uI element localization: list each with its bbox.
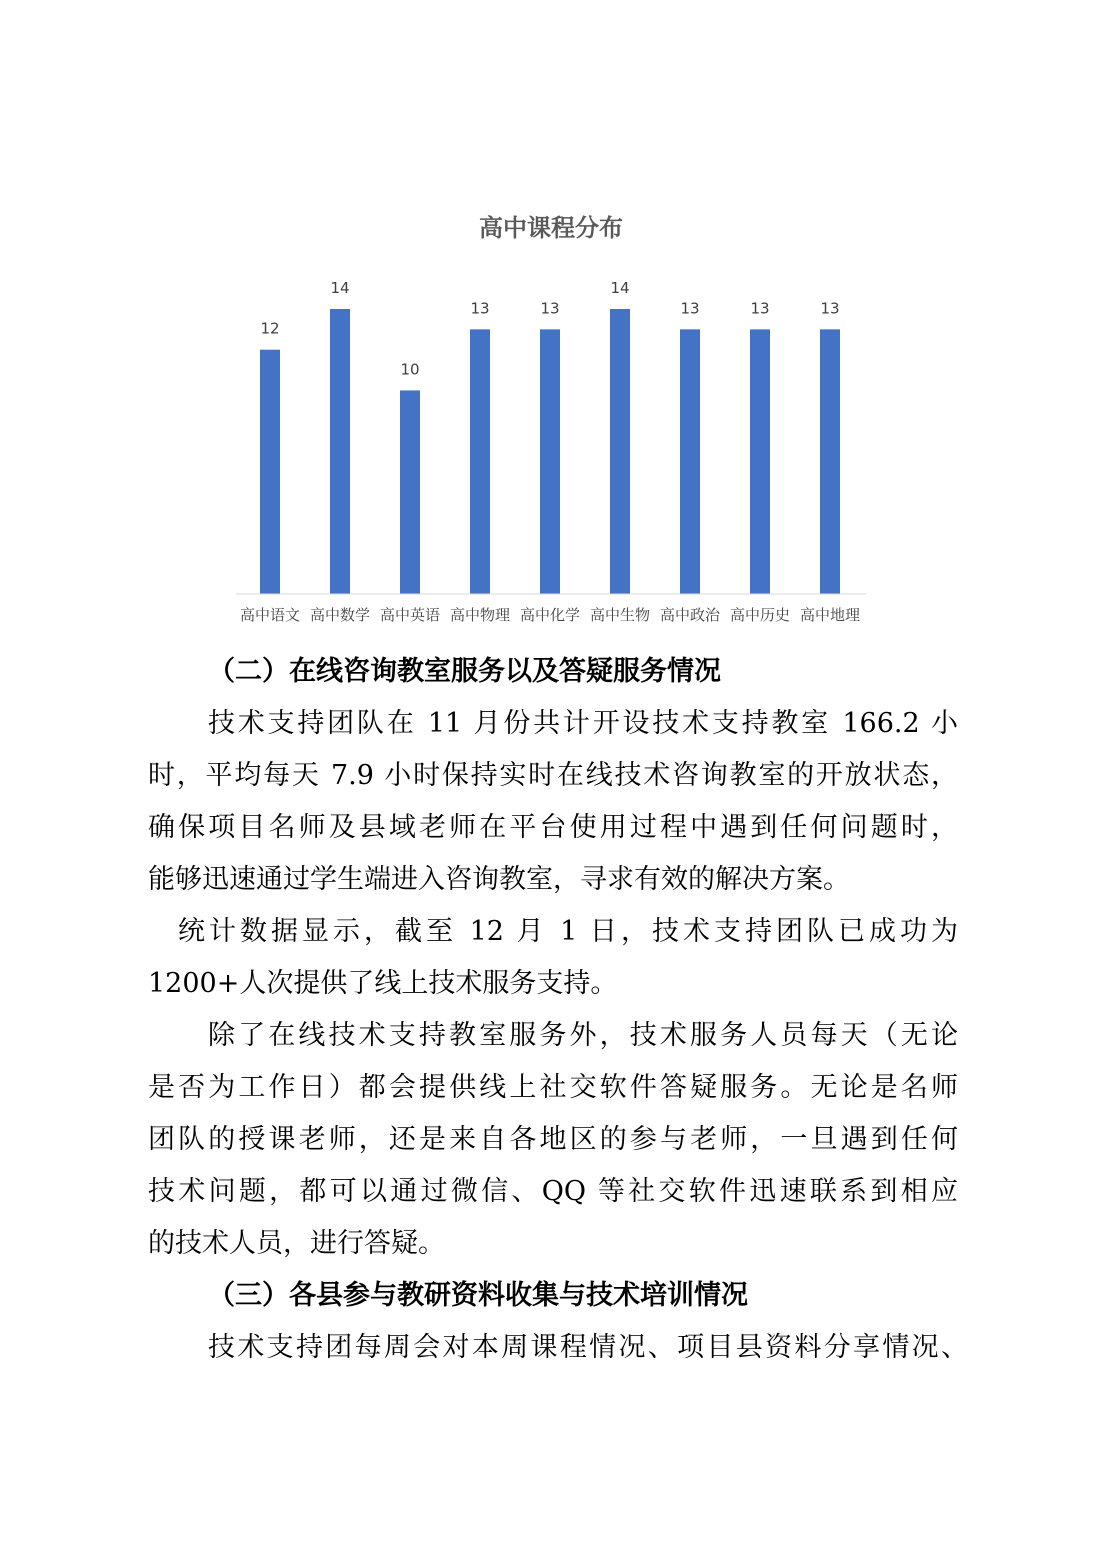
chart-title: 高中课程分布 xyxy=(479,214,623,242)
paragraph-line: 的技术人员，进行答疑。 xyxy=(148,1228,445,1259)
bar-value-label: 14 xyxy=(330,279,350,297)
bar-value-label: 13 xyxy=(680,299,700,318)
category-label: 高中地理 xyxy=(799,606,861,624)
bar-4 xyxy=(470,329,490,594)
bar-value-label: 13 xyxy=(470,299,490,318)
category-label: 高中化学 xyxy=(519,606,581,624)
category-label: 高中政治 xyxy=(659,606,721,624)
paragraph-line: 是否为工作日）都会提供线上社交软件答疑服务。无论是名师 xyxy=(148,1072,958,1103)
paragraph-line: 除了在线技术支持教室服务外，技术服务人员每天（无论 xyxy=(208,1020,958,1051)
bar-2 xyxy=(330,309,350,594)
bar-value-label: 13 xyxy=(820,299,840,318)
bar-value-label: 13 xyxy=(540,299,560,318)
category-label: 高中生物 xyxy=(589,606,651,624)
bar-7 xyxy=(680,329,700,594)
bar-value-label: 13 xyxy=(750,299,770,318)
bar-3 xyxy=(400,390,420,594)
paragraph-line: 1200+人次提供了线上技术服务支持。 xyxy=(148,968,618,999)
bar-5 xyxy=(540,329,560,594)
bar-8 xyxy=(750,329,770,594)
paragraph-line: 时，平均每天 7.9 小时保持实时在线技术咨询教室的开放状态， xyxy=(148,760,958,791)
bar-6 xyxy=(610,309,630,594)
category-label: 高中物理 xyxy=(449,606,511,624)
category-label: 高中数学 xyxy=(309,606,371,624)
bar-value-label: 14 xyxy=(610,279,630,297)
bar-1 xyxy=(260,350,280,594)
paragraph-line: 团队的授课老师，还是来自各地区的参与老师，一旦遇到任何 xyxy=(148,1124,958,1155)
bar-value-label: 12 xyxy=(260,319,280,338)
paragraph-line: 技术支持团每周会对本周课程情况、项目县资料分享情况、 xyxy=(208,1332,968,1363)
paragraph-line: 能够迅速通过学生端进入咨询教室，寻求有效的解决方案。 xyxy=(148,864,850,895)
bar-value-label: 10 xyxy=(400,360,420,379)
category-label: 高中语文 xyxy=(239,606,301,624)
category-label: 高中历史 xyxy=(729,606,791,624)
paragraph-line: 技术支持团队在 11 月份共计开设技术支持教室 166.2 小 xyxy=(208,708,958,739)
course-distribution-chart xyxy=(0,0,1102,640)
paragraph-line: 确保项目名师及县域老师在平台使用过程中遇到任何问题时， xyxy=(148,812,958,843)
paragraph-line: 统计数据显示，截至 12 月 1 日，技术支持团队已成功为 xyxy=(178,916,958,947)
bar-9 xyxy=(820,329,840,594)
section-heading-online-consult: （二）在线咨询教室服务以及答疑服务情况 xyxy=(208,656,721,687)
category-label: 高中英语 xyxy=(379,606,441,624)
section-heading-county-materials: （三）各县参与教研资料收集与技术培训情况 xyxy=(208,1280,748,1311)
paragraph-line: 技术问题，都可以通过微信、QQ 等社交软件迅速联系到相应 xyxy=(148,1176,958,1207)
